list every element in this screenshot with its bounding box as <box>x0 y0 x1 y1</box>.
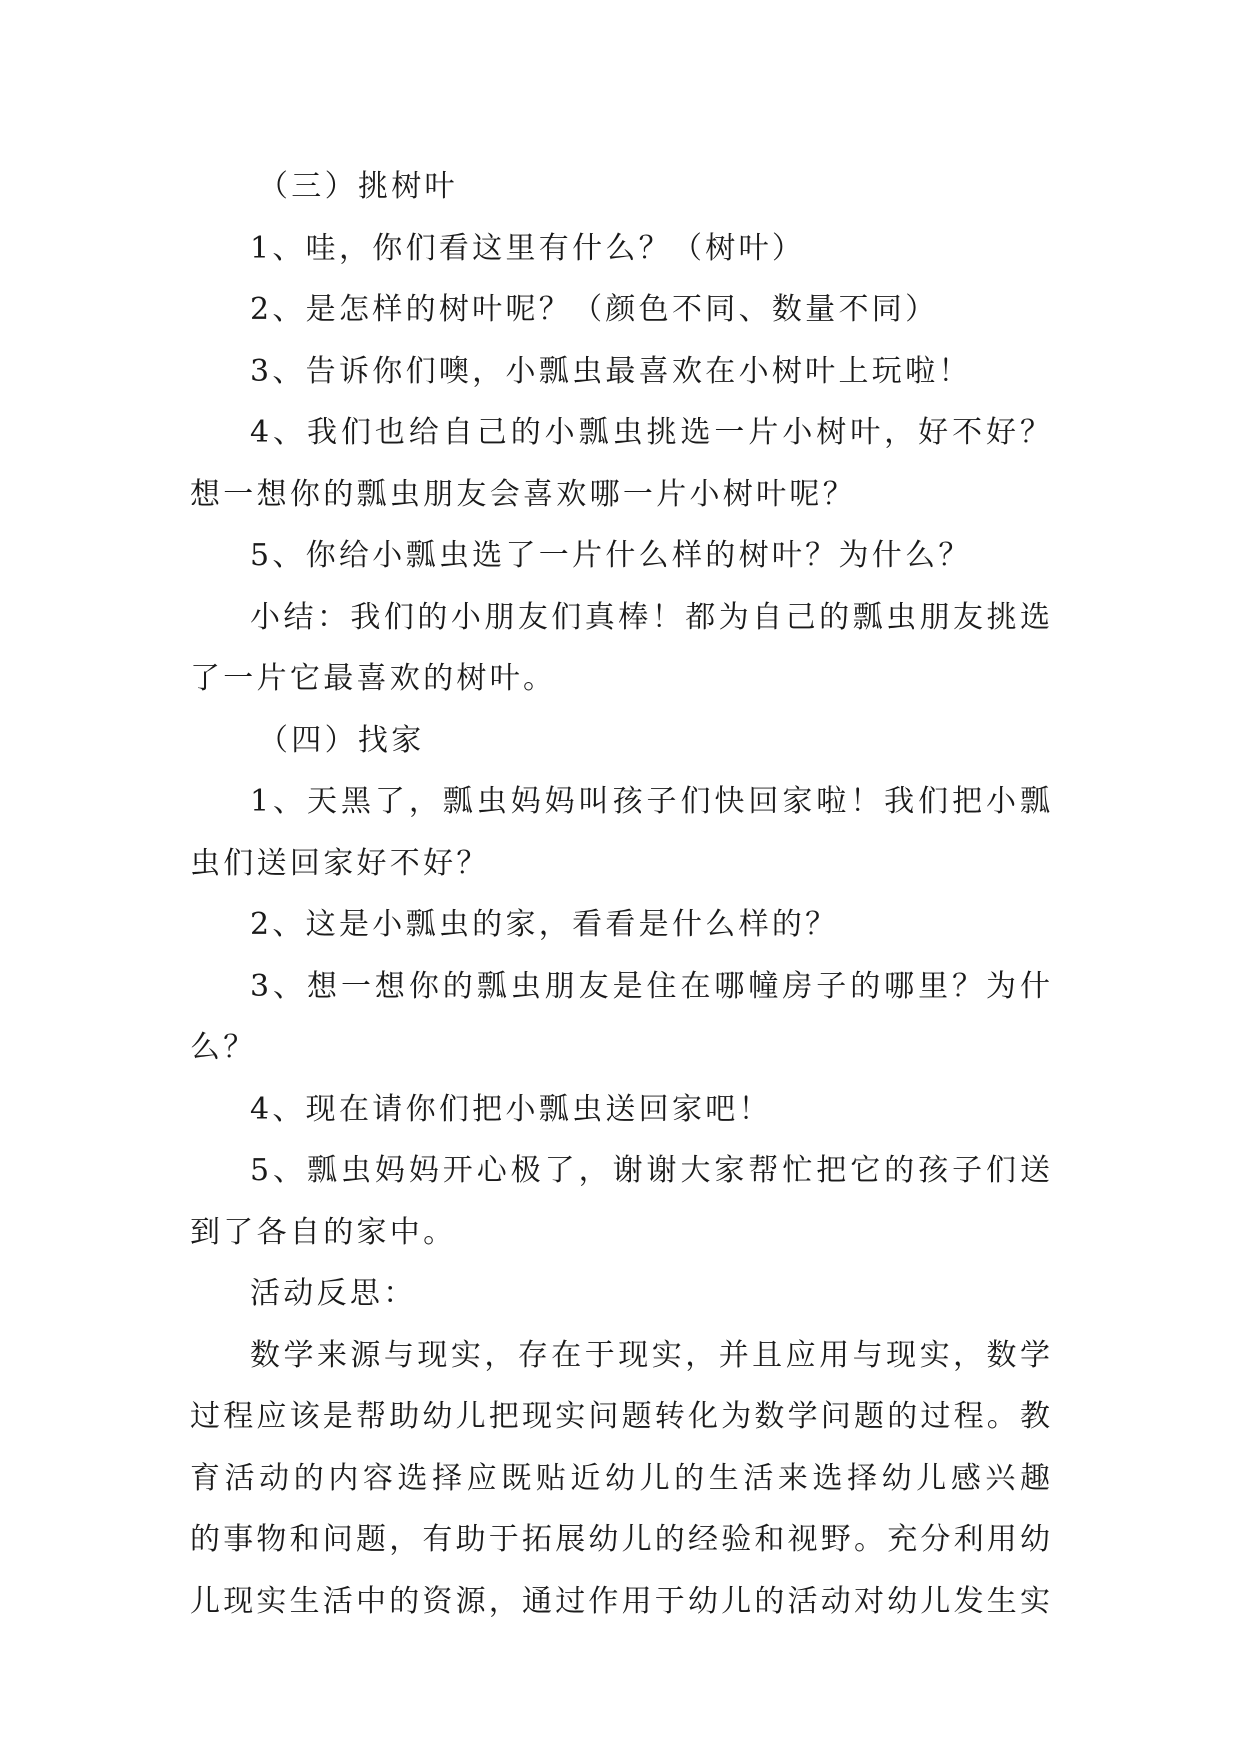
paragraph-line: 3、告诉你们噢，小瓢虫最喜欢在小树叶上玩啦！ <box>250 353 972 389</box>
paragraph-line: 2、是怎样的树叶呢？（颜色不同、数量不同） <box>250 292 939 327</box>
paragraph-line: 小结：我们的小朋友们真棒！都为自己的瓢虫朋友挑选 <box>250 599 1050 635</box>
paragraph-line: 4、我们也给自己的小瓢虫挑选一片小树叶，好不好？ <box>250 415 1050 450</box>
paragraph-line: 1、哇，你们看这里有什么？（树叶） <box>250 230 806 266</box>
document-body <box>190 156 1050 1632</box>
section-heading: （四）找家 <box>258 722 425 758</box>
paragraph-line: 过程应该是帮助幼儿把现实问题转化为数学问题的过程。教 <box>190 1399 1050 1434</box>
paragraph-line: 3、想一想你的瓢虫朋友是住在哪幢房子的哪里？为什 <box>250 968 1050 1004</box>
paragraph-line: 到了各自的家中。 <box>190 1214 457 1250</box>
section-heading: （三）挑树叶 <box>258 169 458 204</box>
paragraph-line: 数学来源与现实，存在于现实，并且应用与现实，数学 <box>250 1337 1050 1373</box>
paragraph-line: 育活动的内容选择应既贴近幼儿的生活来选择幼儿感兴趣 <box>190 1460 1050 1496</box>
paragraph-line: 2、这是小瓢虫的家，看看是什么样的？ <box>250 907 839 942</box>
paragraph-line: 1、天黑了，瓢虫妈妈叫孩子们快回家啦！我们把小瓢 <box>250 784 1050 819</box>
paragraph-line: 了一片它最喜欢的树叶。 <box>190 661 557 696</box>
paragraph-line: 虫们送回家好不好？ <box>190 845 490 881</box>
paragraph-line: 想一想你的瓢虫朋友会喜欢哪一片小树叶呢？ <box>190 476 856 512</box>
paragraph-line: 5、你给小瓢虫选了一片什么样的树叶？为什么？ <box>250 538 972 573</box>
paragraph-line: 么？ <box>190 1030 257 1065</box>
reflection-heading: 活动反思： <box>250 1276 417 1311</box>
paragraph-line: 4、现在请你们把小瓢虫送回家吧！ <box>250 1091 772 1127</box>
paragraph-line: 儿现实生活中的资源，通过作用于幼儿的活动对幼儿发生实 <box>190 1583 1050 1619</box>
paragraph-line: 的事物和问题，有助于拓展幼儿的经验和视野。充分利用幼 <box>190 1522 1050 1557</box>
paragraph-line: 5、瓢虫妈妈开心极了，谢谢大家帮忙把它的孩子们送 <box>250 1153 1050 1188</box>
